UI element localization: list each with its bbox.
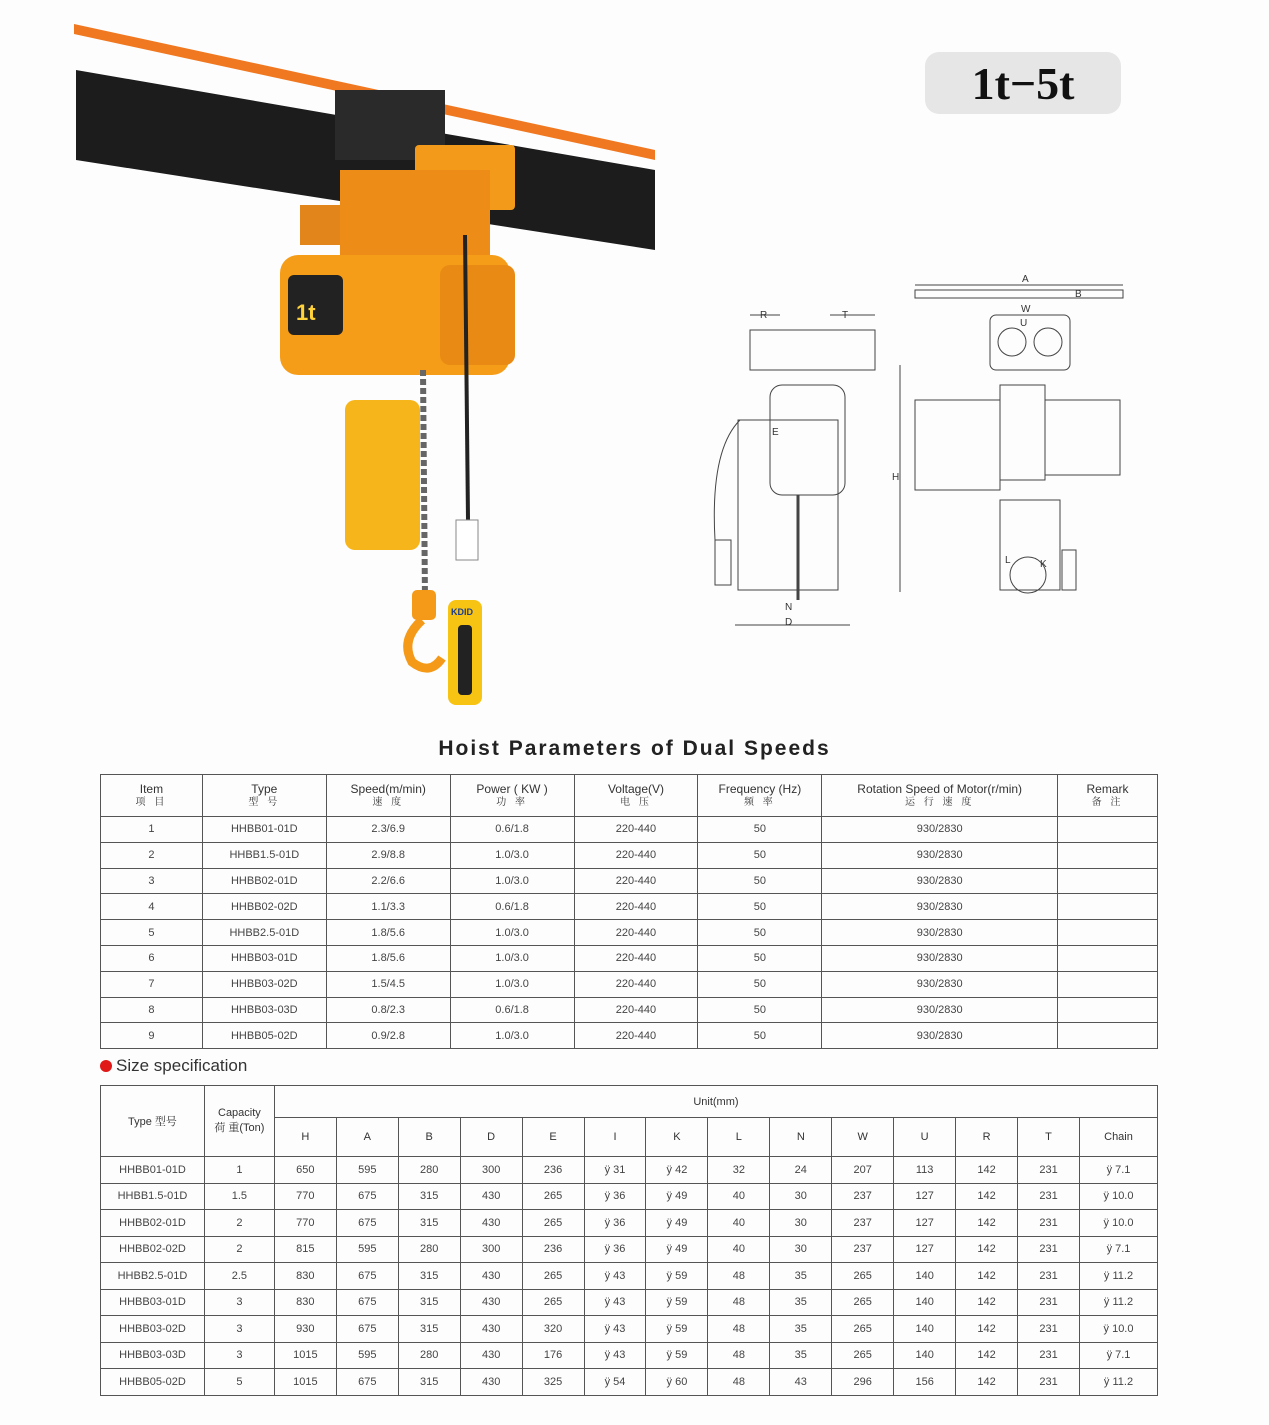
size-col-header: I [584, 1118, 646, 1157]
table-cell: 675 [336, 1183, 398, 1210]
table-cell: ÿ 11.2 [1080, 1369, 1158, 1396]
table-cell: 231 [1018, 1316, 1080, 1343]
table-cell: 1.0/3.0 [450, 971, 574, 997]
size-col-header: D [460, 1118, 522, 1157]
table-cell: HHBB2.5-01D [202, 920, 326, 946]
table-cell: HHBB02-02D [202, 894, 326, 920]
table-cell: 595 [336, 1157, 398, 1184]
table-cell: HHBB05-02D [101, 1369, 205, 1396]
table-cell: 675 [336, 1316, 398, 1343]
dim-label-l: L [1005, 555, 1011, 566]
table-cell: 930/2830 [822, 894, 1058, 920]
table-cell: 930 [274, 1316, 336, 1343]
table-cell: 0.8/2.3 [326, 997, 450, 1023]
unit-header: Unit(mm) [274, 1086, 1157, 1118]
dimension-drawing [700, 270, 1140, 640]
table-cell: 236 [522, 1236, 584, 1263]
table-cell: 142 [956, 1157, 1018, 1184]
table-cell: 930/2830 [822, 997, 1058, 1023]
table-cell: ÿ 49 [646, 1183, 708, 1210]
table-cell: 1.5/4.5 [326, 971, 450, 997]
table-cell: 35 [770, 1342, 832, 1369]
table-cell: 930/2830 [822, 817, 1058, 843]
table-row [101, 1023, 1158, 1049]
table-cell: ÿ 11.2 [1080, 1263, 1158, 1290]
table-row [101, 1157, 1158, 1184]
param-header-4: Voltage(V) 电 压 [574, 775, 698, 817]
table-cell: 430 [460, 1263, 522, 1290]
table-cell: 320 [522, 1316, 584, 1343]
table-cell: 142 [956, 1236, 1018, 1263]
table-cell: 231 [1018, 1342, 1080, 1369]
param-header-1: Type 型 号 [202, 775, 326, 817]
dim-label-n: N [785, 602, 793, 613]
table-cell: 231 [1018, 1183, 1080, 1210]
table-cell: 265 [832, 1263, 894, 1290]
table-cell: 48 [708, 1316, 770, 1343]
table-cell: 770 [274, 1183, 336, 1210]
table-cell: 2 [204, 1210, 274, 1237]
param-header-6: Rotation Speed of Motor(r/min) 运 行 速 度 [822, 775, 1058, 817]
table-cell: 50 [698, 894, 822, 920]
table-cell: 237 [832, 1236, 894, 1263]
table-cell: 325 [522, 1369, 584, 1396]
table-cell: ÿ 36 [584, 1183, 646, 1210]
table-cell: 315 [398, 1369, 460, 1396]
table-cell: 1.0/3.0 [450, 920, 574, 946]
table-cell: 220-440 [574, 1023, 698, 1049]
table-cell: ÿ 43 [584, 1263, 646, 1290]
table-cell: 815 [274, 1236, 336, 1263]
table-cell: 930/2830 [822, 842, 1058, 868]
table-cell: 280 [398, 1342, 460, 1369]
table-cell: 2.9/8.8 [326, 842, 450, 868]
dim-label-u: U [1020, 318, 1028, 329]
table-cell: HHBB03-03D [101, 1342, 205, 1369]
table-row [101, 842, 1158, 868]
table-cell: 315 [398, 1183, 460, 1210]
table-cell: 1.8/5.6 [326, 945, 450, 971]
table-cell: ÿ 43 [584, 1316, 646, 1343]
param-header-2: Speed(m/min) 速 度 [326, 775, 450, 817]
table-cell: 140 [894, 1316, 956, 1343]
table-cell [1058, 945, 1158, 971]
table-cell: 3 [204, 1316, 274, 1343]
table-cell: 1.8/5.6 [326, 920, 450, 946]
table-cell: 430 [460, 1342, 522, 1369]
table-cell: 127 [894, 1183, 956, 1210]
table-cell: 40 [708, 1210, 770, 1237]
table-cell: 265 [522, 1210, 584, 1237]
table-cell: 280 [398, 1236, 460, 1263]
size-col-header: N [770, 1118, 832, 1157]
table-cell: 7 [101, 971, 203, 997]
table-cell: 595 [336, 1342, 398, 1369]
table-cell: ÿ 54 [584, 1369, 646, 1396]
table-cell: ÿ 11.2 [1080, 1289, 1158, 1316]
dim-label-d: D [785, 617, 793, 628]
table-cell: 220-440 [574, 971, 698, 997]
table-cell: 2.5 [204, 1263, 274, 1290]
table-cell: 50 [698, 1023, 822, 1049]
table-cell: 1015 [274, 1342, 336, 1369]
table-cell: 1.5 [204, 1183, 274, 1210]
table-cell: ÿ 10.0 [1080, 1183, 1158, 1210]
table-cell: ÿ 10.0 [1080, 1210, 1158, 1237]
size-specification-label: Size specification [116, 1056, 248, 1075]
table-cell: 300 [460, 1236, 522, 1263]
table-cell: 48 [708, 1369, 770, 1396]
table-cell: 30 [770, 1183, 832, 1210]
table-row [101, 1369, 1158, 1396]
table-cell: 675 [336, 1289, 398, 1316]
table-cell: ÿ 7.1 [1080, 1157, 1158, 1184]
dim-label-e: E [772, 427, 779, 438]
size-specification-title [100, 1056, 247, 1076]
table-row [101, 945, 1158, 971]
table-cell: ÿ 10.0 [1080, 1316, 1158, 1343]
table-cell: 315 [398, 1210, 460, 1237]
table-cell: ÿ 43 [584, 1289, 646, 1316]
table-cell: 430 [460, 1183, 522, 1210]
table-cell: 237 [832, 1183, 894, 1210]
table-cell: 140 [894, 1263, 956, 1290]
table-cell: 830 [274, 1263, 336, 1290]
dim-label-t: T [842, 310, 849, 321]
table-cell: 296 [832, 1369, 894, 1396]
table-cell: 650 [274, 1157, 336, 1184]
dim-label-b: B [1075, 289, 1082, 300]
table-cell: 142 [956, 1342, 1018, 1369]
table-cell: 675 [336, 1369, 398, 1396]
size-col-header: E [522, 1118, 584, 1157]
table-cell: 595 [336, 1236, 398, 1263]
table-cell: 1015 [274, 1369, 336, 1396]
table-cell: 0.6/1.8 [450, 817, 574, 843]
size-col-header: L [708, 1118, 770, 1157]
table-cell [1058, 971, 1158, 997]
size-col-header: R [956, 1118, 1018, 1157]
table-cell: 48 [708, 1263, 770, 1290]
dim-label-k: K [1040, 559, 1047, 570]
table-cell: ÿ 43 [584, 1342, 646, 1369]
table-cell: 220-440 [574, 817, 698, 843]
table-cell: 48 [708, 1289, 770, 1316]
param-header-3: Power ( KW ) 功 率 [450, 775, 574, 817]
table-cell: 127 [894, 1236, 956, 1263]
table-cell: ÿ 49 [646, 1236, 708, 1263]
table-cell: 236 [522, 1157, 584, 1184]
table-cell: HHBB03-02D [101, 1316, 205, 1343]
table-cell: 2 [101, 842, 203, 868]
table-cell: 50 [698, 868, 822, 894]
table-row [101, 894, 1158, 920]
table-cell: 50 [698, 817, 822, 843]
table-cell: 231 [1018, 1289, 1080, 1316]
table-row [101, 1263, 1158, 1290]
table-cell: 220-440 [574, 842, 698, 868]
table-cell: 231 [1018, 1263, 1080, 1290]
table-cell: HHBB05-02D [202, 1023, 326, 1049]
table-cell: ÿ 59 [646, 1316, 708, 1343]
table-cell: 50 [698, 997, 822, 1023]
table-cell: 50 [698, 920, 822, 946]
size-specification-table [100, 1085, 1158, 1396]
table-cell: 265 [522, 1289, 584, 1316]
table-cell: 430 [460, 1369, 522, 1396]
table-cell: 0.6/1.8 [450, 997, 574, 1023]
table-cell: HHBB1.5-01D [202, 842, 326, 868]
table-cell: 4 [101, 894, 203, 920]
table-cell: ÿ 36 [584, 1236, 646, 1263]
table-cell: 5 [101, 920, 203, 946]
table-cell: 1.1/3.3 [326, 894, 450, 920]
table-cell: 40 [708, 1236, 770, 1263]
table-cell: 1.0/3.0 [450, 945, 574, 971]
bullet-dot [100, 1060, 112, 1072]
capacity-label: 1t [296, 300, 316, 325]
table-cell: 5 [204, 1369, 274, 1396]
table-cell: 35 [770, 1263, 832, 1290]
table-cell: 1 [101, 817, 203, 843]
table-cell: 265 [522, 1263, 584, 1290]
table-cell: 50 [698, 971, 822, 997]
table-cell: 430 [460, 1210, 522, 1237]
table-cell: 265 [832, 1342, 894, 1369]
table-cell: 315 [398, 1289, 460, 1316]
table-cell: HHBB03-02D [202, 971, 326, 997]
table-row [101, 1210, 1158, 1237]
dim-label-a: A [1022, 274, 1029, 285]
table-cell [1058, 920, 1158, 946]
table-cell: 300 [460, 1157, 522, 1184]
table-cell: 40 [708, 1183, 770, 1210]
table-cell: 930/2830 [822, 945, 1058, 971]
table-cell: 3 [204, 1289, 274, 1316]
table-row [101, 920, 1158, 946]
table-cell: 220-440 [574, 997, 698, 1023]
table-cell: ÿ 36 [584, 1210, 646, 1237]
table-cell: 142 [956, 1210, 1018, 1237]
table-row [101, 1183, 1158, 1210]
size-col-header: U [894, 1118, 956, 1157]
table-cell: 675 [336, 1263, 398, 1290]
table-cell: 1.0/3.0 [450, 868, 574, 894]
table-cell: 140 [894, 1342, 956, 1369]
table-cell: HHBB03-01D [202, 945, 326, 971]
table-cell: 3 [204, 1342, 274, 1369]
table-cell: 265 [832, 1316, 894, 1343]
table-cell: 430 [460, 1289, 522, 1316]
table-cell: 127 [894, 1210, 956, 1237]
size-col-header: K [646, 1118, 708, 1157]
table-cell: HHBB2.5-01D [101, 1263, 205, 1290]
table-row [101, 817, 1158, 843]
dim-label-h: H [892, 472, 900, 483]
table-cell: 220-440 [574, 945, 698, 971]
table-cell: 50 [698, 945, 822, 971]
table-cell: 930/2830 [822, 920, 1058, 946]
table-cell: 140 [894, 1289, 956, 1316]
table-cell: 220-440 [574, 868, 698, 894]
table-cell: 315 [398, 1263, 460, 1290]
param-header-5: Frequency (Hz) 频 率 [698, 775, 822, 817]
table-row [101, 997, 1158, 1023]
table-cell [1058, 894, 1158, 920]
table-cell: 430 [460, 1316, 522, 1343]
table-cell: 35 [770, 1289, 832, 1316]
table-cell: HHBB02-02D [101, 1236, 205, 1263]
table-cell: 48 [708, 1342, 770, 1369]
size-col-header: Chain [1080, 1118, 1158, 1157]
hoist-parameters-table [100, 774, 1158, 1049]
dim-label-r: R [760, 310, 768, 321]
table-cell: HHBB1.5-01D [101, 1183, 205, 1210]
table-cell [1058, 868, 1158, 894]
table-cell: 3 [101, 868, 203, 894]
table-cell: HHBB03-01D [101, 1289, 205, 1316]
table-cell [1058, 842, 1158, 868]
table-cell: 156 [894, 1369, 956, 1396]
table-cell: ÿ 31 [584, 1157, 646, 1184]
table-cell: HHBB01-01D [101, 1157, 205, 1184]
dim-label-w: W [1021, 304, 1031, 315]
size-col-header: W [832, 1118, 894, 1157]
table-cell: HHBB02-01D [101, 1210, 205, 1237]
table-cell: 265 [832, 1289, 894, 1316]
table-cell: 1.0/3.0 [450, 1023, 574, 1049]
table-cell: 9 [101, 1023, 203, 1049]
table-row [101, 1316, 1158, 1343]
table-cell: 142 [956, 1183, 1018, 1210]
table-cell: 2 [204, 1236, 274, 1263]
table-cell: 142 [956, 1263, 1018, 1290]
brand-label: KDID [451, 607, 473, 617]
table-cell: ÿ 42 [646, 1157, 708, 1184]
table-cell: 237 [832, 1210, 894, 1237]
table-cell: 2.2/6.6 [326, 868, 450, 894]
table-cell: 231 [1018, 1157, 1080, 1184]
table-cell: 830 [274, 1289, 336, 1316]
table-cell: 231 [1018, 1369, 1080, 1396]
param-header-7: Remark 备 注 [1058, 775, 1158, 817]
table-cell: ÿ 59 [646, 1263, 708, 1290]
table-cell: 2.3/6.9 [326, 817, 450, 843]
table-cell: 930/2830 [822, 971, 1058, 997]
table-cell: 1 [204, 1157, 274, 1184]
table-cell: 142 [956, 1289, 1018, 1316]
table-cell: 176 [522, 1342, 584, 1369]
table-cell: 265 [522, 1183, 584, 1210]
table-cell: 1.0/3.0 [450, 842, 574, 868]
table-cell [1058, 817, 1158, 843]
table-cell [1058, 997, 1158, 1023]
table-cell: 30 [770, 1210, 832, 1237]
table-cell: ÿ 60 [646, 1369, 708, 1396]
table-row [101, 1342, 1158, 1369]
table-cell: 43 [770, 1369, 832, 1396]
size-col-header: B [398, 1118, 460, 1157]
table-cell: 142 [956, 1316, 1018, 1343]
table-cell: 930/2830 [822, 868, 1058, 894]
table-row [101, 1236, 1158, 1263]
table-cell: 113 [894, 1157, 956, 1184]
table-cell: ÿ 7.1 [1080, 1236, 1158, 1263]
table-cell: 8 [101, 997, 203, 1023]
table-cell: HHBB02-01D [202, 868, 326, 894]
capacity-header: Capacity 荷 重(Ton) [204, 1086, 274, 1157]
table-cell: 142 [956, 1369, 1018, 1396]
table-cell: 675 [336, 1210, 398, 1237]
table-cell: 30 [770, 1236, 832, 1263]
table-cell [1058, 1023, 1158, 1049]
hoist-parameters-title: Hoist Parameters of Dual Speeds [438, 737, 831, 760]
hoist-product-photo [70, 20, 670, 720]
table-cell: HHBB01-01D [202, 817, 326, 843]
size-col-header: H [274, 1118, 336, 1157]
table-cell: 930/2830 [822, 1023, 1058, 1049]
table-cell: 770 [274, 1210, 336, 1237]
table-cell: 280 [398, 1157, 460, 1184]
table-cell: 220-440 [574, 920, 698, 946]
table-cell: 315 [398, 1316, 460, 1343]
table-row [101, 868, 1158, 894]
table-row [101, 1289, 1158, 1316]
table-cell: ÿ 59 [646, 1289, 708, 1316]
table-cell: ÿ 59 [646, 1342, 708, 1369]
table-cell: 6 [101, 945, 203, 971]
table-cell: HHBB03-03D [202, 997, 326, 1023]
table-cell: 32 [708, 1157, 770, 1184]
size-col-header: T [1018, 1118, 1080, 1157]
table-cell: 231 [1018, 1236, 1080, 1263]
table-cell: 207 [832, 1157, 894, 1184]
table-cell: 231 [1018, 1210, 1080, 1237]
table-cell: ÿ 49 [646, 1210, 708, 1237]
table-cell: 0.6/1.8 [450, 894, 574, 920]
table-cell: 220-440 [574, 894, 698, 920]
table-cell: 50 [698, 842, 822, 868]
type-header: Type 型号 [101, 1086, 205, 1157]
param-header-0: Item 项 目 [101, 775, 203, 817]
table-cell: 0.9/2.8 [326, 1023, 450, 1049]
table-cell: ÿ 7.1 [1080, 1342, 1158, 1369]
capacity-range-badge: 1t−5t [925, 52, 1121, 114]
table-cell: 24 [770, 1157, 832, 1184]
size-col-header: A [336, 1118, 398, 1157]
table-cell: 35 [770, 1316, 832, 1343]
table-row [101, 971, 1158, 997]
